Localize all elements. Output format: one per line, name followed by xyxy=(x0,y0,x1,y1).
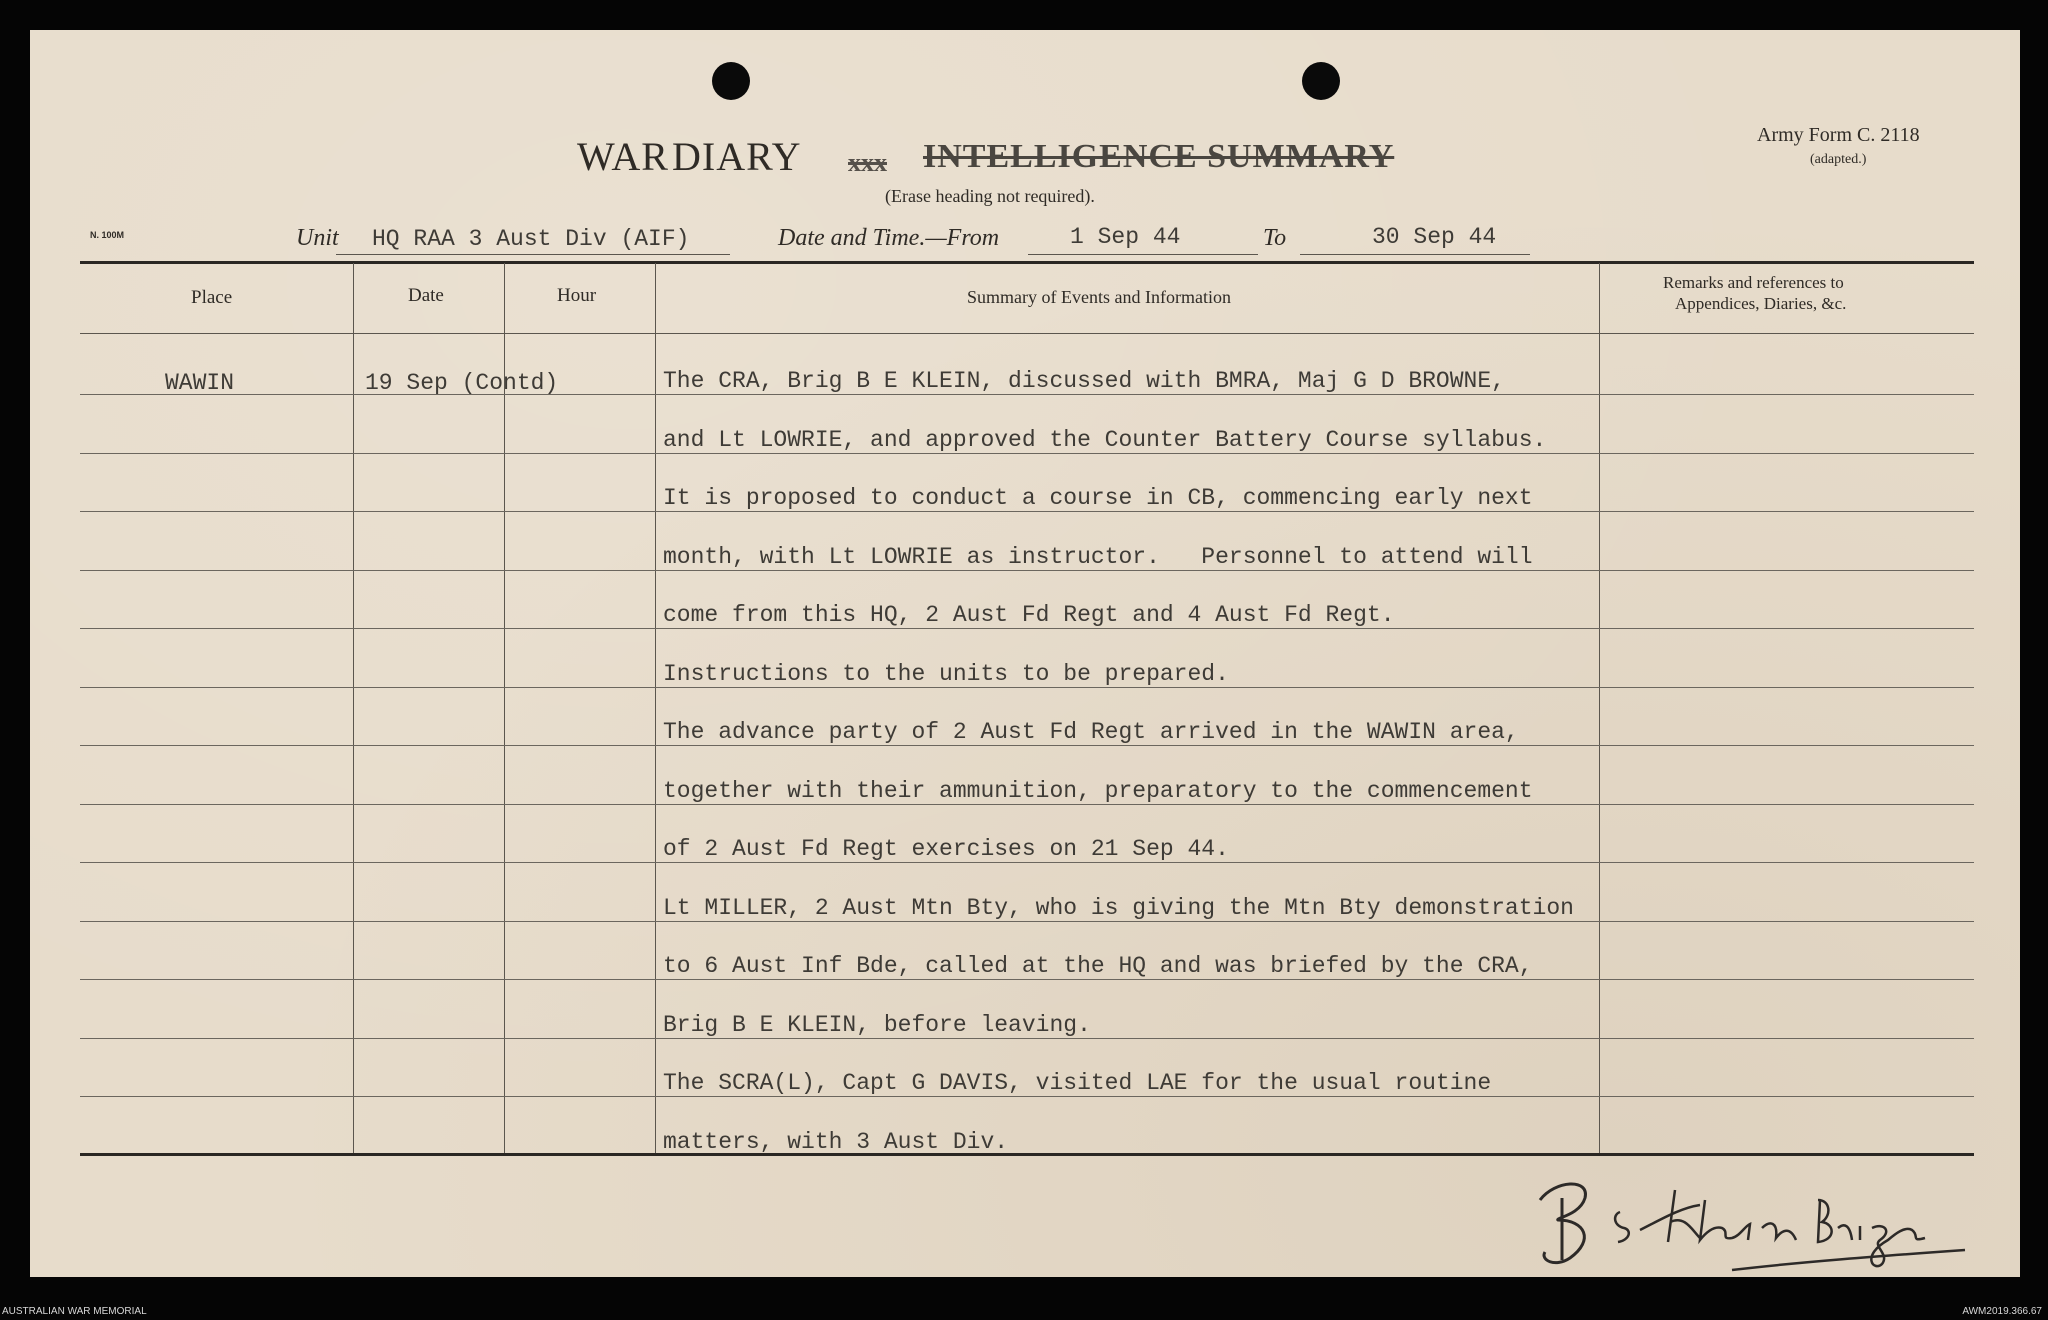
row-rule xyxy=(80,979,1974,980)
row-rule xyxy=(80,453,1974,454)
unit-label: Unit xyxy=(296,225,339,251)
place-value: WAWIN xyxy=(165,370,235,396)
column-divider-place xyxy=(353,263,354,1153)
punch-hole-left xyxy=(712,62,750,100)
footer-reference: AWM2019.366.67 xyxy=(1962,1306,2042,1317)
row-rule xyxy=(80,804,1974,805)
table-top-rule xyxy=(80,261,1974,264)
army-form-number: Army Form C. 2118 xyxy=(1757,124,1920,146)
column-divider-summary xyxy=(1599,263,1600,1153)
unit-value: HQ RAA 3 Aust Div (AIF) xyxy=(372,226,690,252)
summary-line: and Lt LOWRIE, and approved the Counter Battery Course syllabus. xyxy=(663,427,1547,453)
row-rule xyxy=(80,628,1974,629)
summary-line: to 6 Aust Inf Bde, called at the HQ and was briefed by the CRA, xyxy=(663,953,1533,979)
erased-heading: INTELLIGENCE SUMMARY xyxy=(923,138,1395,175)
to-underline xyxy=(1300,254,1530,255)
table-bottom-rule xyxy=(80,1153,1974,1156)
column-divider-hour xyxy=(655,263,656,1153)
summary-line: Brig B E KLEIN, before leaving. xyxy=(663,1012,1091,1038)
summary-line: Lt MILLER, 2 Aust Mtn Bty, who is giving the Mtn Bty demonstration xyxy=(663,895,1574,921)
date-time-label: Date and Time.—From xyxy=(778,225,1000,251)
title-war: WAR xyxy=(577,134,669,179)
summary-line: come from this HQ, 2 Aust Fd Regt and 4 Aust Fd Regt. xyxy=(663,602,1395,628)
header-remarks-line2: Appendices, Diaries, &c. xyxy=(1675,294,1847,313)
date-value: 19 Sep (Contd) xyxy=(365,370,559,396)
header-date: Date xyxy=(408,285,444,306)
from-underline xyxy=(1028,254,1258,255)
footer-source: AUSTRALIAN WAR MEMORIAL xyxy=(2,1306,147,1317)
header-remarks-line1: Remarks and references to xyxy=(1663,273,1844,292)
header-place: Place xyxy=(191,287,233,308)
summary-line: It is proposed to conduct a course in CB, commencing early next xyxy=(663,485,1533,511)
summary-line: The advance party of 2 Aust Fd Regt arrived in the WAWIN area, xyxy=(663,719,1519,745)
row-rule xyxy=(80,921,1974,922)
summary-line: matters, with 3 Aust Div. xyxy=(663,1129,1009,1155)
erased-or: xxx xyxy=(848,148,887,177)
summary-line: of 2 Aust Fd Regt exercises on 21 Sep 44. xyxy=(663,836,1229,862)
row-rule xyxy=(80,862,1974,863)
signature xyxy=(1500,1160,1970,1272)
unit-underline xyxy=(336,254,730,255)
summary-line: together with their ammunition, preparatory to the commencement xyxy=(663,778,1533,804)
summary-line: The SCRA(L), Capt G DAVIS, visited LAE for the usual routine xyxy=(663,1070,1492,1096)
row-rule xyxy=(80,687,1974,688)
to-date: 30 Sep 44 xyxy=(1372,224,1497,250)
punch-hole-right xyxy=(1302,62,1340,100)
row-rule xyxy=(80,1096,1974,1097)
row-rule xyxy=(80,511,1974,512)
from-date: 1 Sep 44 xyxy=(1070,224,1181,250)
summary-line: Instructions to the units to be prepared. xyxy=(663,661,1229,687)
title-diary: DIARY xyxy=(672,134,802,179)
row-rule xyxy=(80,745,1974,746)
form-code: N. 100M xyxy=(90,230,125,240)
header-rule xyxy=(80,333,1974,334)
row-rule xyxy=(80,1038,1974,1039)
row-rule xyxy=(80,570,1974,571)
header-hour: Hour xyxy=(557,285,597,306)
diary-page xyxy=(30,30,2020,1277)
erase-note: (Erase heading not required). xyxy=(885,186,1095,206)
column-divider-date xyxy=(504,263,505,1153)
header-summary: Summary of Events and Information xyxy=(967,287,1231,307)
adapted-note: (adapted.) xyxy=(1810,152,1867,167)
to-label: To xyxy=(1263,225,1287,251)
summary-line: The CRA, Brig B E KLEIN, discussed with BMRA, Maj G D BROWNE, xyxy=(663,368,1505,394)
summary-line: month, with Lt LOWRIE as instructor. Personnel to attend will xyxy=(663,544,1533,570)
